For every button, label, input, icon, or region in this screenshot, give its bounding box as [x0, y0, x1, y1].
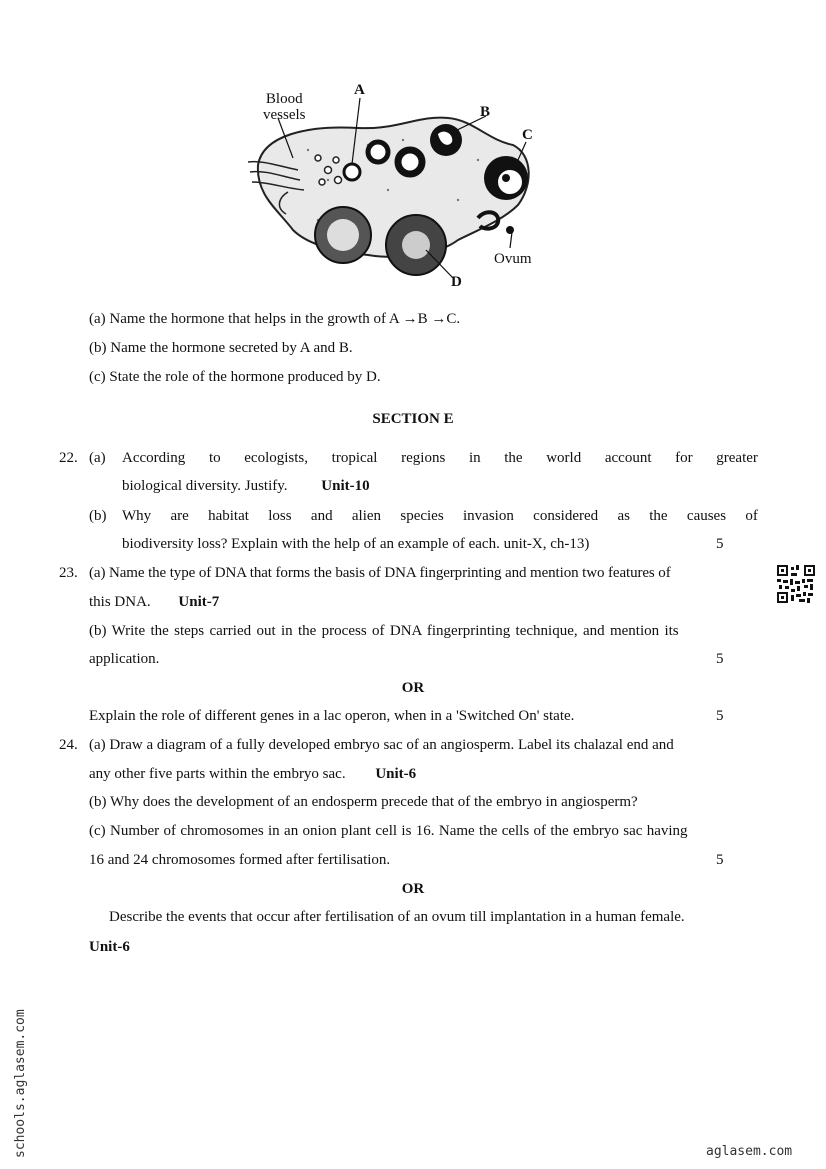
- q23-alt-marks: 5: [716, 708, 724, 724]
- word: considered: [533, 508, 599, 524]
- q23-or: OR: [401, 680, 425, 696]
- word: and: [310, 508, 333, 524]
- word: the: [649, 508, 668, 524]
- q23-marks: 5: [716, 651, 724, 667]
- q21-part-a: (a) Name the hormone that helps in the growth of A →B →C.: [89, 311, 461, 327]
- q24-a-line1: (a) Draw a diagram of a fully developed embryo sac of an angiosperm. Label its chalazal end and: [89, 737, 674, 753]
- q22-a-line2: [122, 476, 370, 496]
- q21-part-c: (c) State the role of the hormone produced by D.: [89, 369, 381, 385]
- q21-part-b: (b) Name the hormone secreted by A and B.: [89, 340, 353, 356]
- qr-code-icon: [777, 565, 815, 603]
- q22-a-unit: Unit-10: [321, 478, 370, 494]
- q24-or: OR: [401, 881, 425, 897]
- word: habitat: [208, 508, 249, 524]
- word: world: [546, 450, 582, 466]
- word: alien: [351, 508, 382, 524]
- q22-marks: 5: [716, 536, 724, 552]
- diagram-label-blood-vessels: [263, 91, 306, 123]
- q24-alt: Describe the events that occur after fertilisation of an ovum till implantation in a human female.: [109, 909, 685, 925]
- q24-alt-unit: Unit-6: [89, 939, 130, 955]
- q23-a-unit: Unit-7: [178, 594, 220, 610]
- q23-number: 23.: [59, 565, 78, 581]
- word: the: [504, 450, 523, 466]
- word: for: [675, 450, 693, 466]
- q24-marks: 5: [716, 852, 724, 868]
- side-watermark: schools.aglasem.com: [13, 1009, 28, 1158]
- diagram-label-b: B: [480, 104, 491, 120]
- word: loss: [268, 508, 292, 524]
- word: Why: [122, 508, 152, 524]
- q22-b-line1: [122, 506, 758, 526]
- diagram-label-ovum: Ovum: [494, 251, 532, 267]
- q24-number: 24.: [59, 737, 78, 753]
- q23-a-text: this DNA.: [89, 594, 151, 610]
- diagram-label-a: A: [354, 82, 365, 98]
- word: ecologists,: [244, 450, 309, 466]
- section-title: SECTION E: [372, 411, 454, 427]
- word: to: [208, 450, 221, 466]
- q24-b: (b) Why does the development of an endosperm precede that of the embryo in angiosperm?: [89, 794, 638, 810]
- diagram-label-d: D: [451, 274, 462, 290]
- q23-b-line2: application.: [89, 651, 160, 667]
- q23-b-line1: (b) Write the steps carried out in the process of DNA fingerprinting technique, and mention its: [89, 623, 679, 639]
- word: of: [745, 508, 758, 524]
- word: in: [468, 450, 481, 466]
- diagram-label-vessels: vessels: [263, 107, 306, 123]
- q24-c-line2: 16 and 24 chromosomes formed after fertilisation.: [89, 852, 391, 868]
- q22-number: 22.: [59, 450, 78, 466]
- q23-alt: Explain the role of different genes in a lac operon, when in a 'Switched On' state.: [89, 708, 575, 724]
- q24-a-line2: [89, 764, 416, 784]
- q23-a-line2: [89, 592, 219, 612]
- q24-a-unit: Unit-6: [375, 766, 417, 782]
- footer-site-link[interactable]: aglasem.com: [706, 1144, 793, 1159]
- word: as: [617, 508, 630, 524]
- word: tropical: [331, 450, 378, 466]
- word: invasion: [463, 508, 514, 524]
- word: causes: [686, 508, 727, 524]
- word: species: [400, 508, 444, 524]
- word: account: [604, 450, 652, 466]
- word: are: [170, 508, 189, 524]
- diagram-label-blood: Blood: [265, 91, 303, 107]
- q24-a-text: any other five parts within the embryo sac.: [89, 766, 346, 782]
- q22-a-label: (a): [89, 450, 106, 466]
- q23-a-line1: (a) Name the type of DNA that forms the basis of DNA fingerprinting and mention two features of: [89, 565, 671, 581]
- q24-c-line1: (c) Number of chromosomes in an onion plant cell is 16. Name the cells of the embryo sac having: [89, 823, 688, 839]
- word: greater: [716, 450, 758, 466]
- word: regions: [401, 450, 446, 466]
- q22-b-line2: biodiversity loss? Explain with the help of an example of each. unit-X, ch-13): [122, 536, 590, 552]
- q22-a-text: biological diversity. Justify.: [122, 478, 288, 494]
- q22-b-label: (b): [89, 508, 107, 524]
- diagram-label-c: C: [522, 127, 533, 143]
- word: According: [122, 450, 186, 466]
- q22-a-line1: [122, 448, 758, 468]
